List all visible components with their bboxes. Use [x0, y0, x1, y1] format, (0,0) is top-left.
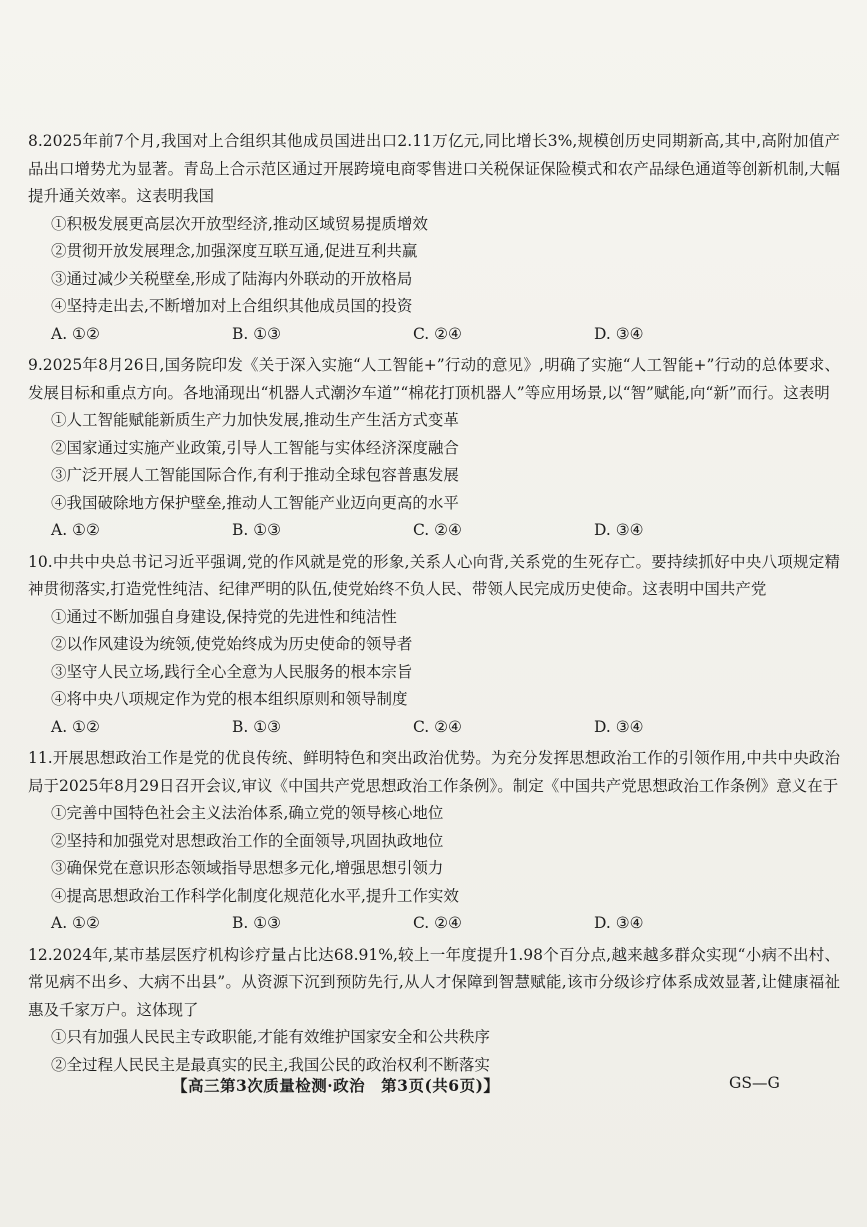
question-stem: 12.2024年,某市基层医疗机构诊疗量占比达68.91%,较上一年度提升1.98个百分点,越来越多群众实现“小病不出村、常见病不出乡、大病不出县”。从资源下沉到预防先行,从人才保障到智慧赋能,该市分级诊疗体系成效显著,让健康福祉惠及千家万户。这体现了	[28, 945, 840, 1019]
statement-2: ②以作风建设为统领,使党始终成为历史使命的领导者	[51, 635, 413, 653]
question-stem: 11.开展思想政治工作是党的优良传统、鲜明特色和突出政治优势。为充分发挥思想政治工作的引领作用,中共中央政治局于2025年8月29日召开会议,审议《中国共产党思想政治工作条例》。制定《中国共产党思想政治工作条例》意义在于	[28, 749, 840, 795]
statement-1: ①完善中国特色社会主义法治体系,确立党的领导核心地位	[51, 804, 444, 822]
statement-2: ②全过程人民民主是最真实的民主,我国公民的政治权利不断落实	[51, 1055, 490, 1074]
statement-4: ④将中央八项规定作为党的根本组织原则和领导制度	[51, 690, 408, 708]
answer-choices	[28, 517, 840, 545]
statement-2: ②贯彻开放发展理念,加强深度互联互通,促进互利共赢	[51, 242, 418, 260]
paper-code: GS—G	[729, 1074, 780, 1092]
question-stem: 9.2025年8月26日,国务院印发《关于深入实施“人工智能+”行动的意见》,明确了实施“人工智能+”行动的总体要求、发展目标和重点方向。各地涌现出“机器人式潮汐车道”“棉花打顶机器人”等应用场景,以“智”赋能,向“新”而行。这表明	[28, 356, 840, 402]
choice-a: A. ①②	[51, 914, 100, 932]
choice-a: A. ①②	[51, 324, 100, 343]
statement-2: ②坚持和加强党对思想政治工作的全面领导,巩固执政地位	[51, 831, 444, 850]
statement-4: ④坚持走出去,不断增加对上合组织其他成员国的投资	[51, 297, 413, 315]
answer-choices	[28, 714, 840, 742]
choice-c: C. ②④	[413, 914, 462, 932]
question-10	[28, 549, 840, 742]
statement-2: ②国家通过实施产业政策,引导人工智能与实体经济深度融合	[51, 438, 459, 457]
statement-3: ③通过减少关税壁垒,形成了陆海内外联动的开放格局	[51, 269, 413, 288]
question-stem: 10.中共中央总书记习近平强调,党的作风就是党的形象,关系人心向背,关系党的生死存亡。要持续抓好中央八项规定精神贯彻落实,打造党性纯洁、纪律严明的队伍,使党始终不负人民、带领人民完成历史使命。这表明中国共产党	[28, 552, 840, 598]
question-stem: 8.2025年前7个月,我国对上合组织其他成员国进出口2.11万亿元,同比增长3%,规模创历史同期新高,其中,高附加值产品出口增势尤为显著。青岛上合示范区通过开展跨境电商零售进口关税保证保险模式和农产品绿色通道等创新机制,大幅提升通关效率。这表明我国	[28, 132, 840, 205]
question-11	[28, 745, 840, 938]
choice-d: D. ③④	[594, 717, 644, 736]
choice-c: C. ②④	[413, 521, 462, 539]
statement-3: ③坚守人民立场,践行全心全意为人民服务的根本宗旨	[51, 662, 413, 681]
statement-3: ③广泛开展人工智能国际合作,有利于推动全球包容普惠发展	[51, 466, 459, 484]
statement-3: ③确保党在意识形态领域指导思想多元化,增强思想引领力	[51, 859, 444, 877]
choice-a: A. ①②	[51, 521, 100, 539]
question-12	[28, 942, 840, 1080]
choice-b: B. ①③	[232, 717, 282, 736]
statement-1: ①通过不断加强自身建设,保持党的先进性和纯洁性	[51, 607, 397, 626]
question-list	[28, 128, 840, 1083]
statement-4: ④我国破除地方保护壁垒,推动人工智能产业迈向更高的水平	[51, 493, 459, 512]
question-8	[28, 128, 840, 348]
page-footer	[0, 1072, 867, 1102]
choice-b: B. ①③	[232, 521, 282, 539]
choice-c: C. ②④	[413, 717, 462, 736]
statement-1: ①只有加强人民民主专政职能,才能有效维护国家安全和公共秩序	[51, 1028, 490, 1046]
answer-choices	[28, 321, 840, 349]
choice-d: D. ③④	[594, 914, 644, 932]
choice-d: D. ③④	[594, 324, 644, 343]
choice-a: A. ①②	[51, 717, 100, 736]
choice-c: C. ②④	[413, 324, 462, 343]
statement-1: ①人工智能赋能新质生产力加快发展,推动生产生活方式变革	[51, 411, 459, 429]
statement-1: ①积极发展更高层次开放型经济,推动区域贸易提质增效	[51, 214, 428, 233]
choice-d: D. ③④	[594, 521, 644, 539]
question-9	[28, 352, 840, 545]
answer-choices	[28, 910, 840, 938]
statement-4: ④提高思想政治工作科学化制度化规范化水平,提升工作实效	[51, 886, 459, 905]
footer-title: 【高三第3次质量检测·政治 第3页(共6页)】	[172, 1076, 500, 1095]
choice-b: B. ①③	[232, 324, 282, 343]
choice-b: B. ①③	[232, 914, 282, 932]
